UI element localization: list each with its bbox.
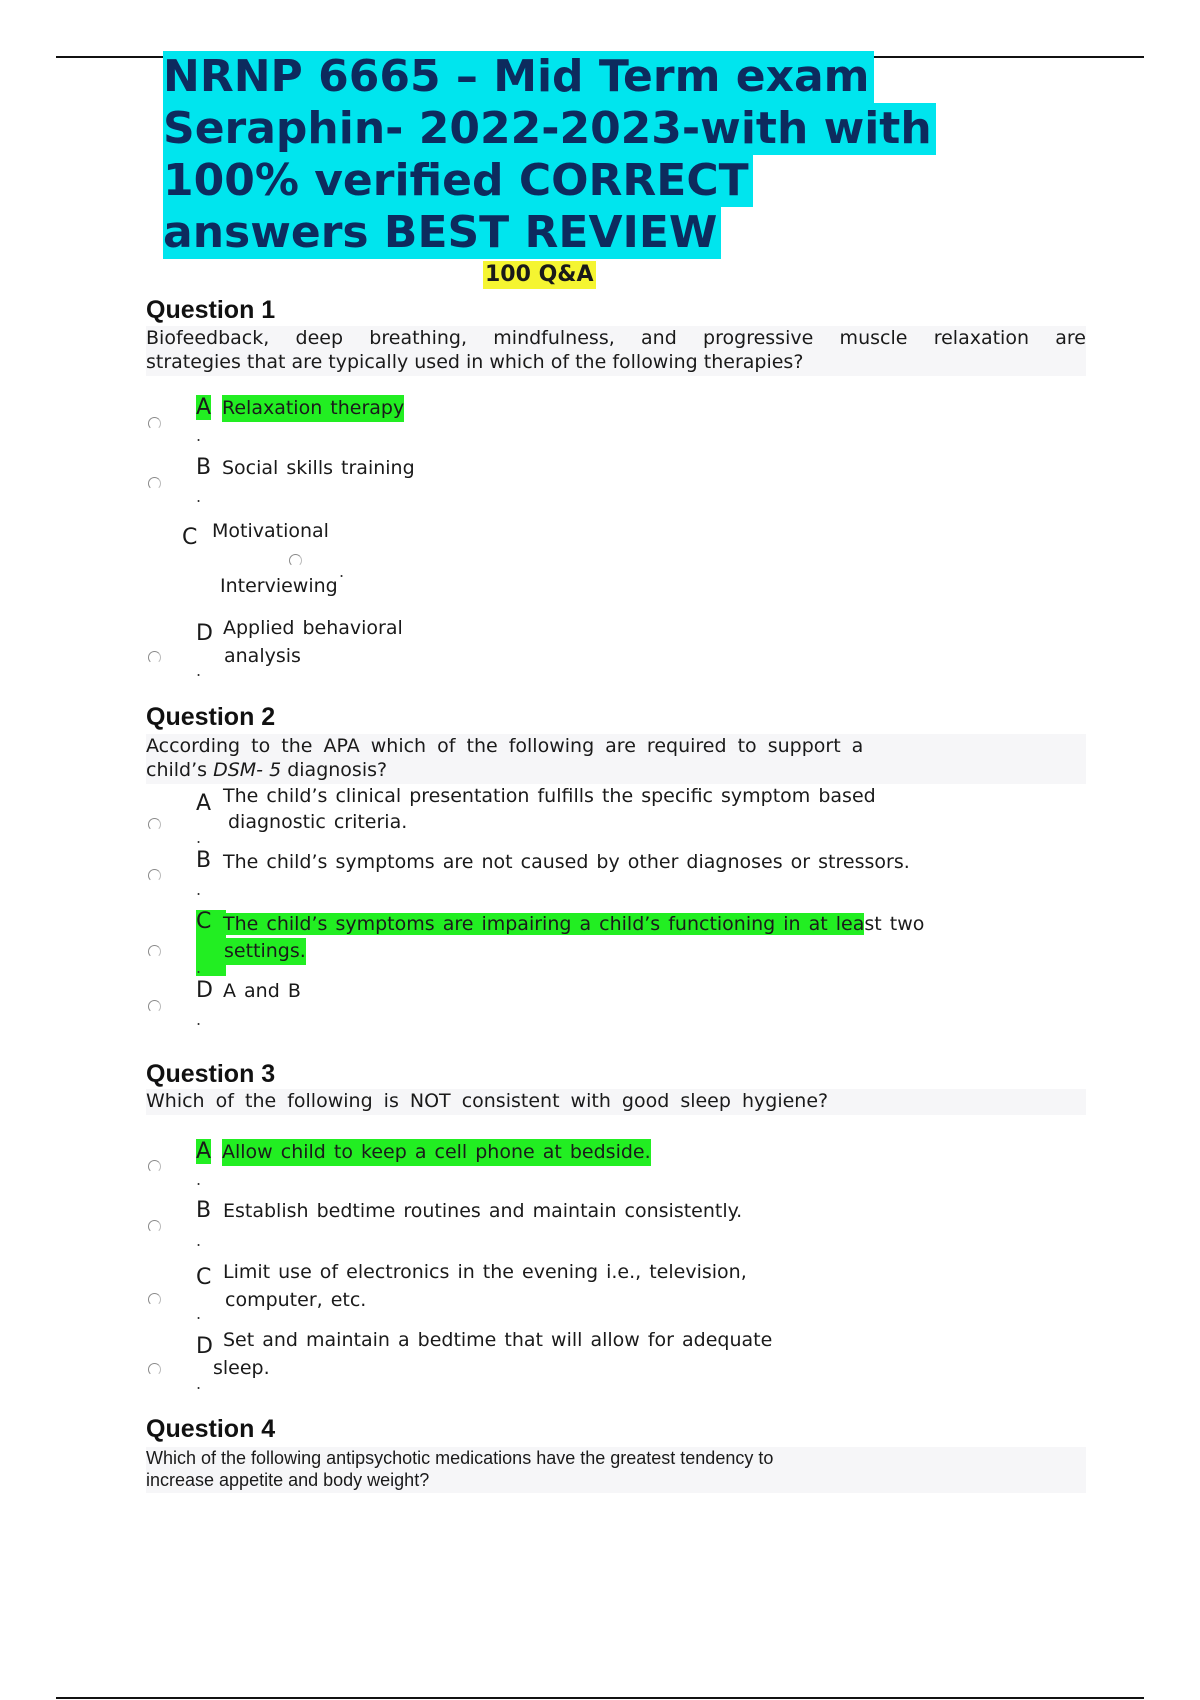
q3-option-d-letter: D (196, 1334, 213, 1359)
q1-option-c-radio[interactable] (289, 554, 302, 567)
q1-option-b-dot: . (196, 487, 202, 506)
q1-option-d-radio[interactable] (148, 651, 161, 664)
q2-option-a-radio[interactable] (148, 818, 161, 831)
q3-option-a-letter: A (196, 1139, 212, 1164)
q2-option-a-text-line-2: diagnostic criteria. (228, 811, 408, 833)
q2-option-a-dot: . (196, 828, 202, 847)
q2-option-c-letter: C (196, 909, 212, 934)
question-3-title: Question 3 (146, 1060, 276, 1088)
q2-option-d-letter: D (196, 978, 213, 1003)
q3-option-b-letter: B (196, 1198, 212, 1223)
q2-option-b-letter: B (196, 848, 212, 873)
q3-option-a-text: Allow child to keep a cell phone at bedside. (222, 1139, 651, 1166)
q3-option-d-text-line-2: sleep. (213, 1357, 270, 1379)
question-1-title: Question 1 (146, 296, 276, 324)
q3-option-c-text-line-1: Limit use of electronics in the evening i.e., television, (223, 1261, 747, 1283)
question-2-title: Question 2 (146, 703, 276, 731)
question-3-text: Which of the following is NOT consistent with good sleep hygiene? (146, 1089, 1086, 1115)
q1-option-d-text-line-1: Applied behavioral (223, 617, 403, 639)
q1-option-d-letter: D (196, 621, 213, 646)
q2-option-c-dot: . (196, 958, 202, 977)
title-line-3: 100% verified CORRECT (163, 155, 753, 207)
bottom-rule (56, 1697, 1144, 1699)
q3-option-b-dot: . (196, 1231, 202, 1250)
q1-option-a-letter: A (196, 395, 212, 420)
q2-option-c-text-highlighted: The child’s symptoms are impairing a child’s functioning in at lea (223, 913, 865, 935)
q1-option-c-dot: . (339, 562, 345, 581)
q3-option-d-radio[interactable] (148, 1363, 161, 1376)
q2-option-b-radio[interactable] (148, 869, 161, 882)
q3-option-a-dot: . (196, 1170, 202, 1189)
q1-option-b-text: Social skills training (222, 457, 415, 479)
q3-option-d-text-line-1: Set and maintain a bedtime that will allow for adequate (223, 1329, 773, 1351)
title-line-2: Seraphin- 2022-2023-with with (163, 103, 936, 155)
q2-option-b-dot: . (196, 880, 202, 899)
q1-option-c-text-line-2: Interviewing (220, 575, 338, 597)
question-2-text-suffix: diagnosis? (281, 759, 388, 781)
q2-option-b-text: The child’s symptoms are not caused by other diagnoses or stressors. (223, 851, 910, 873)
q2-option-c-text-line-1 (223, 911, 924, 938)
q1-option-c-text-line-1: Motivational (212, 520, 329, 542)
q1-option-b-letter: B (196, 455, 212, 480)
q1-option-b-radio[interactable] (148, 477, 161, 490)
question-4-text-line-1: Which of the following antipsychotic medications have the greatest tendency to (146, 1447, 1086, 1471)
q2-option-d-dot: . (196, 1010, 202, 1029)
q3-option-a-radio[interactable] (148, 1160, 161, 1173)
title-line-4: answers BEST REVIEW (163, 207, 721, 259)
q3-option-d-dot: . (196, 1374, 202, 1393)
question-2-text-dsm: DSM- 5 (213, 759, 282, 781)
q3-option-c-dot: . (196, 1304, 202, 1323)
title-line-1: NRNP 6665 – Mid Term exam (163, 51, 874, 103)
q3-option-c-letter: C (196, 1265, 212, 1290)
q2-option-c-text-rest: st two (864, 913, 925, 935)
question-4-text-line-2: increase appetite and body weight? (146, 1469, 1086, 1493)
question-2-text-prefix: child’s (146, 759, 214, 781)
question-1-text-line-1: Biofeedback, deep breathing, mindfulness, and progressive muscle relaxation are (146, 326, 1086, 352)
q3-option-c-text-line-2: computer, etc. (225, 1289, 367, 1311)
q2-option-c-radio[interactable] (148, 945, 161, 958)
q3-option-c-radio[interactable] (148, 1293, 161, 1306)
q2-option-a-text-line-1: The child’s clinical presentation fulfills the specific symptom based (223, 785, 876, 807)
q2-option-d-radio[interactable] (148, 1000, 161, 1013)
q3-option-b-radio[interactable] (148, 1220, 161, 1233)
q3-option-b-text: Establish bedtime routines and maintain consistently. (223, 1200, 743, 1222)
subtitle-badge: 100 Q&A (485, 262, 594, 287)
question-1-text-line-2: strategies that are typically used in which of the following therapies? (146, 350, 1086, 376)
q1-option-d-text-line-2: analysis (224, 645, 301, 667)
q1-option-a-text: Relaxation therapy (222, 395, 404, 422)
q2-option-c-text-line-2: settings. (224, 938, 306, 965)
q1-option-a-dot: . (196, 426, 202, 445)
q1-option-c-letter: C (182, 525, 198, 550)
q1-option-d-dot: . (196, 661, 202, 680)
question-2-text-line-1: According to the APA which of the following are required to support a (146, 734, 1086, 760)
q2-option-d-text: A and B (223, 980, 301, 1002)
q2-option-a-letter: A (196, 791, 212, 816)
question-2-text-line-2 (146, 758, 1086, 784)
question-4-title: Question 4 (146, 1415, 276, 1443)
q1-option-a-radio[interactable] (148, 417, 161, 430)
